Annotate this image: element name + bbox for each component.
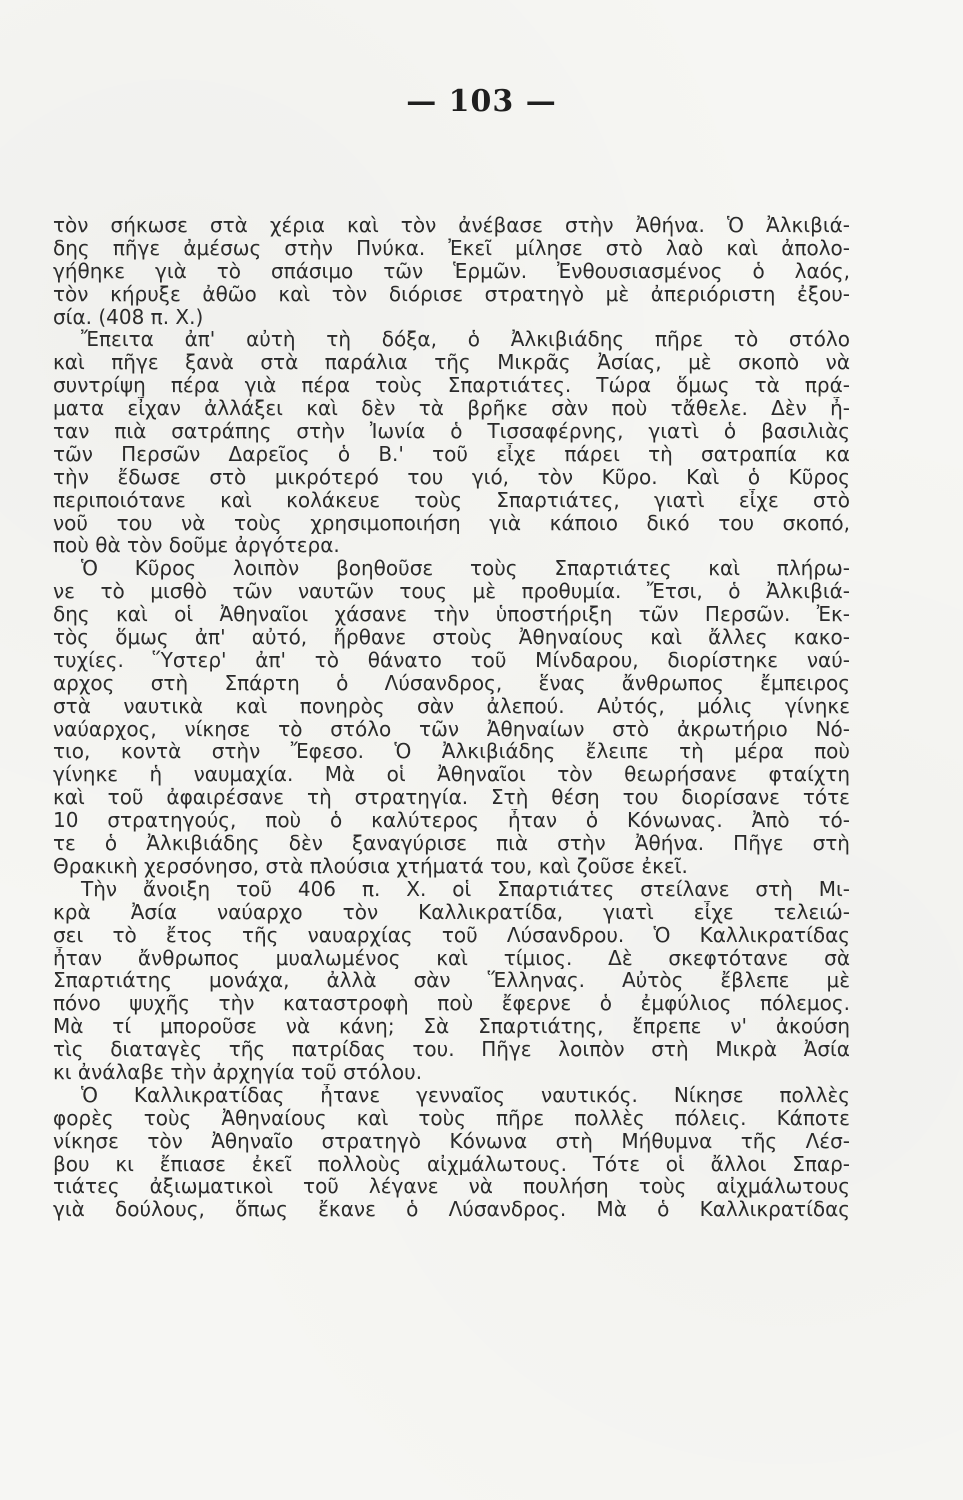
text-line: σει τὸ ἔτος τῆς ναυαρχίας τοῦ Λύσανδρου. Ὁ Καλλικρατίδας bbox=[53, 923, 850, 947]
text-line: νίκησε τὸν Ἀθηναῖο στρατηγὸ Κόνωνα στὴ Μήθυμνα τῆς Λέσ- bbox=[53, 1129, 850, 1153]
text-line: στὰ ναυτικὰ καὶ πονηρὸς σὰν ἀλεπού. Αὐτός, μόλις γίνηκε bbox=[53, 694, 850, 718]
text-line: Ὁ Καλλικρατίδας ἦτανε γενναῖος ναυτικός. Νίκησε πολλὲς bbox=[81, 1083, 850, 1107]
text-line: τὸν σήκωσε στὰ χέρια καὶ τὸν ἀνέβασε στὴν Ἀθήνα. Ὁ Ἀλκιβιά- bbox=[53, 214, 850, 237]
text-line: φορὲς τοὺς Ἀθηναίους καὶ τοὺς πῆρε πολλὲς πόλεις. Κάποτε bbox=[53, 1106, 850, 1130]
text-line: Ὁ Κῦρος λοιπὸν βοηθοῦσε τοὺς Σπαρτιάτες καὶ πλήρω- bbox=[81, 557, 850, 581]
text-line: σία. (408 π. Χ.) bbox=[53, 305, 204, 329]
text-line: Ἔπειτα ἀπ' αὐτὴ τὴ δόξα, ὁ Ἀλκιβιάδης πῆρε τὸ στόλο bbox=[81, 328, 850, 352]
text-line: τῶν Περσῶν Δαρεῖος ὁ Β.' τοῦ εἶχε πάρει τὴ σατραπία κα bbox=[53, 442, 850, 466]
text-line: καὶ τοῦ ἀφαιρέσανε τὴ στρατηγία. Στὴ θέση του διορίσανε τότε bbox=[53, 786, 850, 810]
text-line: ταν πιὰ σατράπης στὴν Ἰωνία ὁ Τισσαφέρνης, γιατὶ ὁ βασιλιὰς bbox=[53, 420, 850, 443]
text-line: 10 στρατηγούς, ποὺ ὁ καλύτερος ἦταν ὁ Κόνωνας. Ἀπὸ τό- bbox=[53, 809, 850, 833]
text-line: τε ὁ Ἀλκιβιάδης δὲν ξαναγύρισε πιὰ στὴν Ἀθήνα. Πῆγε στὴ bbox=[53, 832, 850, 855]
text-line: τὶς διαταγὲς τῆς πατρίδας του. Πῆγε λοιπὸν στὴ Μικρὰ Ἀσία bbox=[53, 1038, 850, 1061]
text-line: ποὺ θὰ τὸν δοῦμε ἀργότερα. bbox=[53, 534, 340, 558]
text-line: κι ἀνάλαβε τὴν ἀρχηγία τοῦ στόλου. bbox=[53, 1060, 423, 1084]
text-line: νε τὸ μισθὸ τῶν ναυτῶν τους μὲ προθυμία. Ἔτσι, ὁ Ἀλκιβιά- bbox=[53, 580, 850, 604]
text-line: τιο, κοντὰ στὴν Ἔφεσο. Ὁ Ἀλκιβιάδης ἔλειπε τὴ μέρα ποὺ bbox=[53, 740, 850, 764]
text-line: βου κι ἔπιασε ἐκεῖ πολλοὺς αἰχμάλωτους. Τότε οἱ ἄλλοι Σπαρ- bbox=[53, 1152, 850, 1176]
text-line: Θρακικὴ χερσόνησο, στὰ πλούσια χτήματά του, καὶ ζοῦσε ἐκεῖ. bbox=[53, 854, 688, 878]
text-line: ματα εἶχαν ἀλλάξει καὶ δὲν τὰ βρῆκε σὰν ποὺ τἄθελε. Δὲν ἦ- bbox=[53, 397, 850, 421]
page-number: — 103 — bbox=[406, 84, 557, 119]
text-line: ἦταν ἄνθρωπος μυαλωμένος καὶ τίμιος. Δὲ σκεφτότανε σὰ bbox=[53, 946, 850, 970]
text-line: ναύαρχος, νίκησε τὸ στόλο τῶν Ἀθηναίων στὸ ἀκρωτήριο Νό- bbox=[53, 717, 850, 741]
text-line: Μὰ τί μποροῦσε νὰ κάνη; Σὰ Σπαρτιάτης, ἔπρεπε ν' ἀκούση bbox=[53, 1015, 850, 1039]
text-line: τὸν κήρυξε ἀθῶο καὶ τὸν διόρισε στρατηγὸ μὲ ἀπεριόριστη ἐξου- bbox=[53, 282, 850, 306]
text-line: δης καὶ οἱ Ἀθηναῖοι χάσανε τὴν ὑποστήριξη τῶν Περσῶν. Ἐκ- bbox=[53, 603, 850, 627]
text-line: τὸς ὅμως ἀπ' αὐτό, ἤρθανε στοὺς Ἀθηναίους καὶ ἄλλες κακο- bbox=[53, 626, 850, 649]
text-line: περιποιότανε καὶ κολάκευε τοὺς Σπαρτιάτες, γιατὶ εἶχε στὸ bbox=[53, 488, 850, 512]
text-line: νοῦ του νὰ τοὺς χρησιμοποιήση γιὰ κάποιο δικό του σκοπό, bbox=[53, 511, 850, 535]
text-line: τιάτες ἀξιωματικοὶ τοῦ λέγανε νὰ πουλήση τοὺς αἰχμάλωτους bbox=[53, 1175, 850, 1199]
text-line: κρὰ Ἀσία ναύαρχο τὸν Καλλικρατίδα, γιατὶ εἶχε τελειώ- bbox=[53, 900, 850, 924]
text-line: γίνηκε ἡ ναυμαχία. Μὰ οἱ Ἀθηναῖοι τὸν θεωρήσανε φταίχτη bbox=[53, 763, 850, 787]
text-line: αρχος στὴ Σπάρτη ὁ Λύσανδρος, ἕνας ἄνθρωπος ἔμπειρος bbox=[53, 671, 850, 695]
text-line: τυχίες. Ὕστερ' ἀπ' τὸ θάνατο τοῦ Μίνδαρου, διορίστηκε ναύ- bbox=[53, 648, 850, 672]
text-line: γήθηκε γιὰ τὸ σπάσιμο τῶν Ἑρμῶν. Ἐνθουσιασμένος ὁ λαός, bbox=[53, 259, 850, 283]
text-line: τὴν ἔδωσε στὸ μικρότερό του γιό, τὸν Κῦρο. Καὶ ὁ Κῦρος bbox=[53, 465, 850, 489]
text-line: δης πῆγε ἀμέσως στὴν Πνύκα. Ἐκεῖ μίλησε στὸ λαὸ καὶ ἀπολο- bbox=[53, 236, 850, 260]
text-line: καὶ πῆγε ξανὰ στὰ παράλια τῆς Μικρᾶς Ἀσίας, μὲ σκοπὸ νὰ bbox=[53, 351, 850, 375]
text-line: γιὰ δούλους, ὅπως ἔκανε ὁ Λύσανδρος. Μὰ ὁ Καλλικρατίδας bbox=[53, 1198, 850, 1222]
text-line: Τὴν ἄνοιξη τοῦ 406 π. Χ. οἱ Σπαρτιάτες στείλανε στὴ Μι- bbox=[81, 877, 850, 901]
text-line: Σπαρτιάτης μονάχα, ἀλλὰ σὰν Ἕλληνας. Αὐτὸς ἔβλεπε μὲ bbox=[53, 969, 850, 993]
body-text bbox=[53, 214, 850, 1221]
text-line: πόνο ψυχῆς τὴν καταστροφὴ ποὺ ἔφερνε ὁ ἐμφύλιος πόλεμος. bbox=[53, 992, 850, 1016]
text-line: συντρίψη πέρα γιὰ πέρα τοὺς Σπαρτιάτες. Τώρα ὅμως τὰ πρά- bbox=[53, 374, 850, 398]
